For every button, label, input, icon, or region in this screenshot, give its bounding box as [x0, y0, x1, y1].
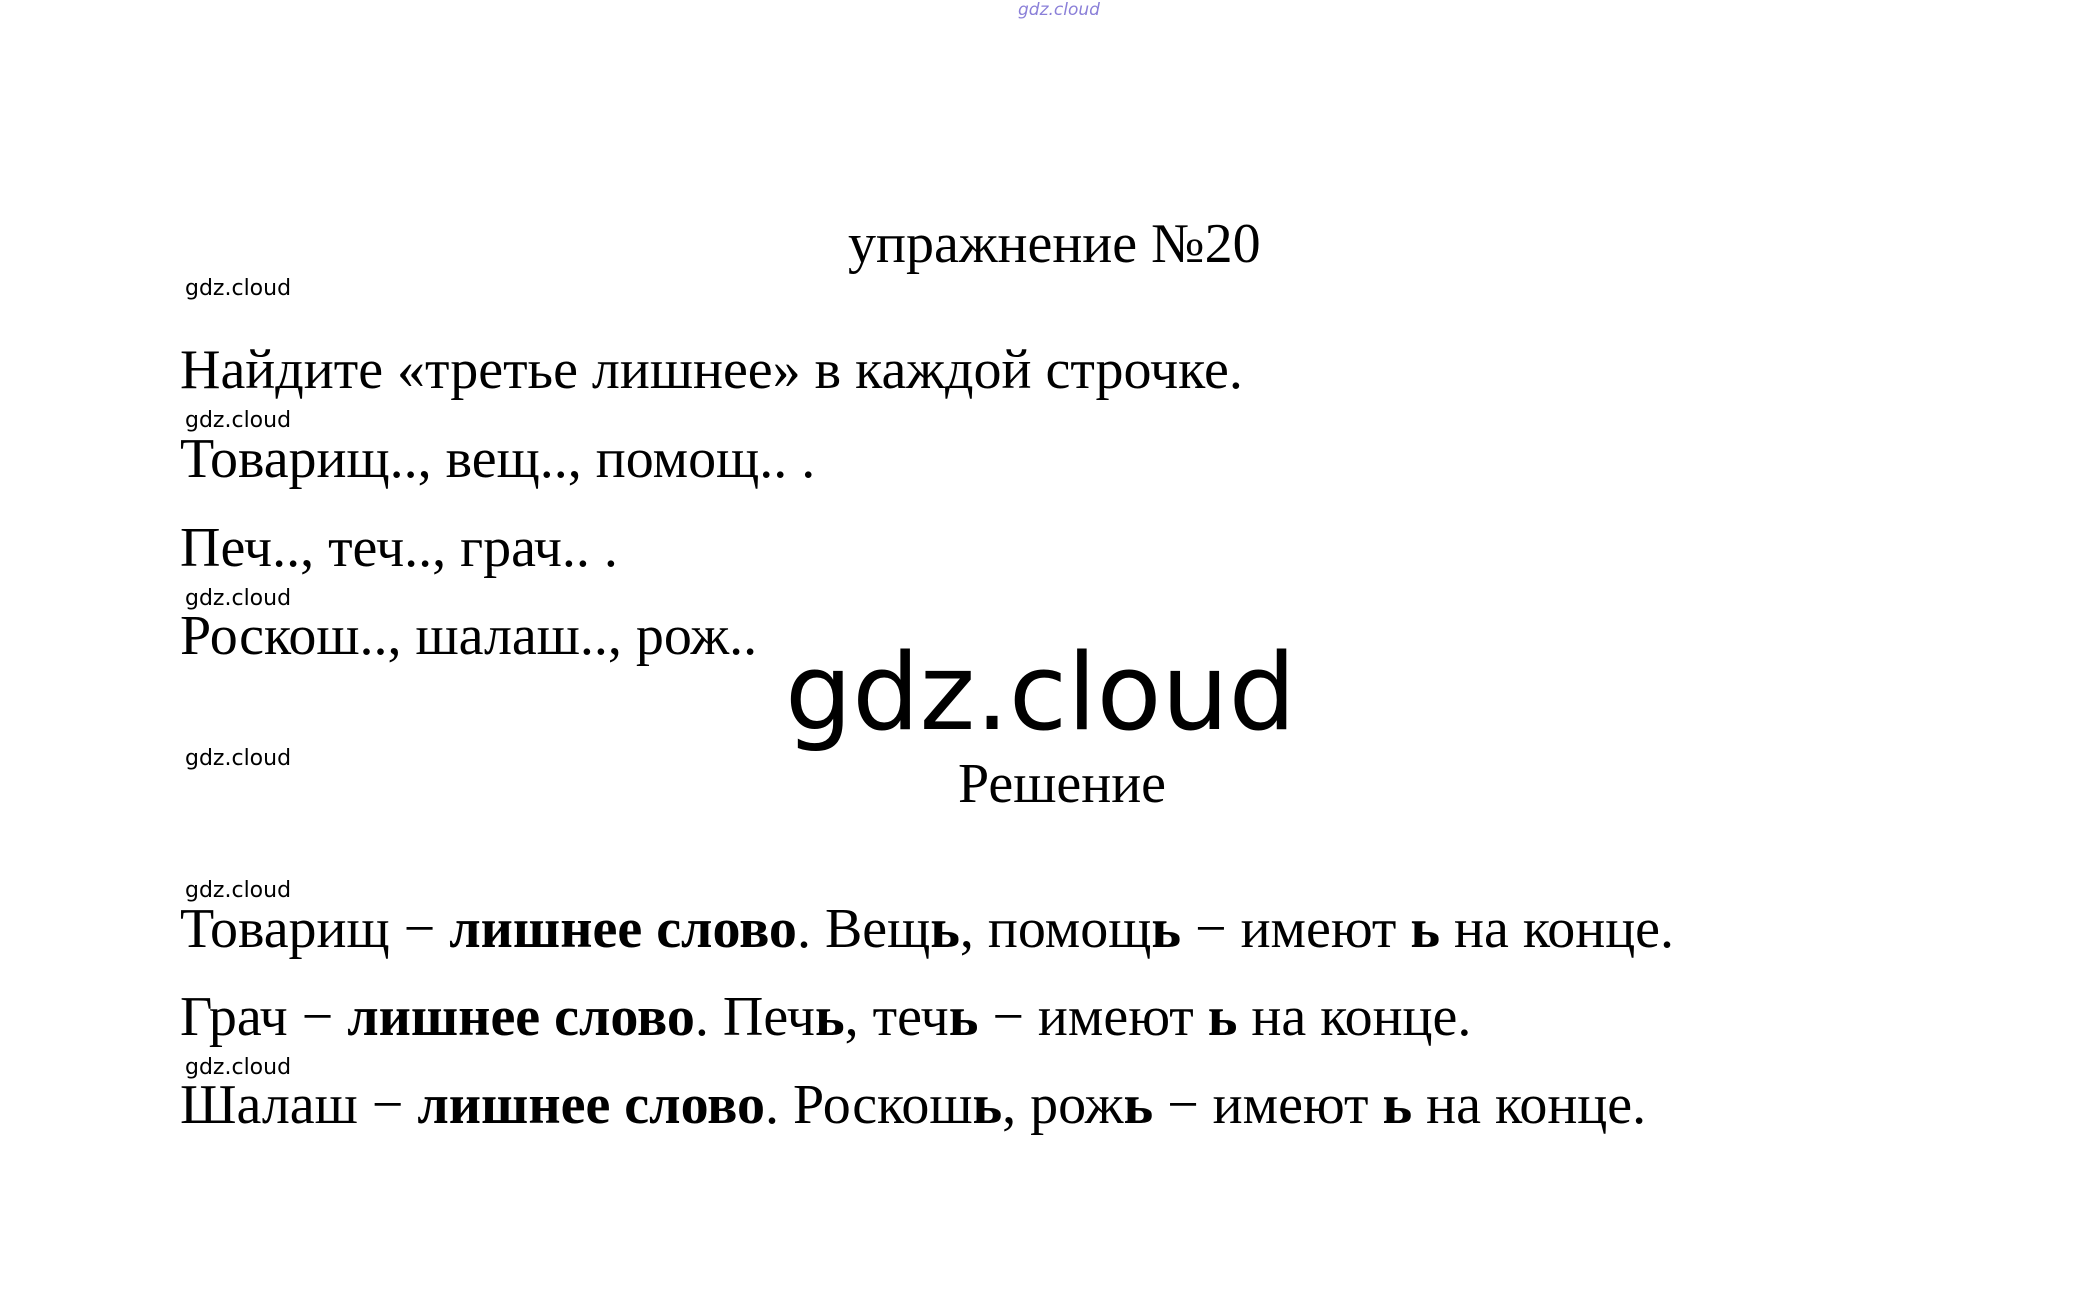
answer-extra-word: Грач: [180, 986, 288, 1048]
answer-label: лишнее слово: [347, 986, 695, 1048]
answer-sep: .: [694, 986, 723, 1048]
soft-sign: ь: [972, 1074, 1003, 1136]
soft-sign: ь: [1410, 898, 1441, 960]
answer-row: [180, 1073, 1646, 1137]
answer-word-1: Вещ: [824, 898, 931, 960]
answer-extra-word: Товарищ: [180, 898, 390, 960]
answer-word-2: рож: [1030, 1074, 1124, 1136]
task-text: Найдите «третье лишнее» в каждой строчке.: [180, 339, 1243, 401]
exercise-title: упражнение №20: [848, 213, 1261, 275]
answer-end: на конце.: [1412, 1074, 1647, 1136]
soft-sign: ь: [948, 986, 979, 1048]
watermark-small: gdz.cloud: [185, 276, 292, 301]
watermark-large: gdz.cloud: [785, 631, 1296, 754]
soft-sign: ь: [814, 986, 845, 1048]
answer-row: [180, 985, 1471, 1049]
answer-sep: .: [796, 898, 825, 960]
answer-row: [180, 897, 1674, 961]
answer-end: на конце.: [1237, 986, 1472, 1048]
answer-comma: ,: [844, 986, 873, 1048]
exercise-row: Товарищ.., вещ.., помощ.. .: [180, 428, 816, 490]
answer-dash: −: [287, 986, 348, 1048]
soft-sign: ь: [1382, 1074, 1413, 1136]
exercise-row: Роскош.., шалаш.., рож..: [180, 605, 758, 667]
watermark-small: gdz.cloud: [185, 586, 292, 611]
answer-word-1: Роскош: [793, 1074, 973, 1136]
soft-sign: ь: [930, 898, 960, 960]
answer-word-2: помощ: [987, 898, 1152, 960]
answer-comma: ,: [1002, 1074, 1031, 1136]
watermark-small: gdz.cloud: [185, 1055, 292, 1080]
soft-sign: ь: [1151, 898, 1181, 960]
watermark-small: gdz.cloud: [185, 878, 292, 903]
answer-have: − имеют: [1180, 898, 1411, 960]
answer-word-1: Печ: [722, 986, 815, 1048]
answer-end: на конце.: [1440, 898, 1675, 960]
answer-dash: −: [357, 1074, 418, 1136]
answer-label: лишнее слово: [417, 1074, 766, 1136]
watermark-small: gdz.cloud: [185, 746, 292, 771]
answer-comma: ,: [959, 898, 988, 960]
answer-have: − имеют: [978, 986, 1208, 1048]
answer-have: − имеют: [1153, 1074, 1383, 1136]
soft-sign: ь: [1207, 986, 1238, 1048]
answer-word-2: теч: [872, 986, 949, 1048]
solution-heading: Решение: [958, 753, 1167, 815]
soft-sign: ь: [1123, 1074, 1154, 1136]
answer-label: лишнее слово: [449, 898, 797, 960]
answer-sep: .: [765, 1074, 794, 1136]
watermark-small: gdz.cloud: [185, 408, 292, 433]
answer-extra-word: Шалаш: [180, 1074, 358, 1136]
answer-dash: −: [389, 898, 450, 960]
exercise-row: Печ.., теч.., грач.. .: [180, 517, 618, 579]
watermark-top: gdz.cloud: [1018, 0, 1100, 20]
